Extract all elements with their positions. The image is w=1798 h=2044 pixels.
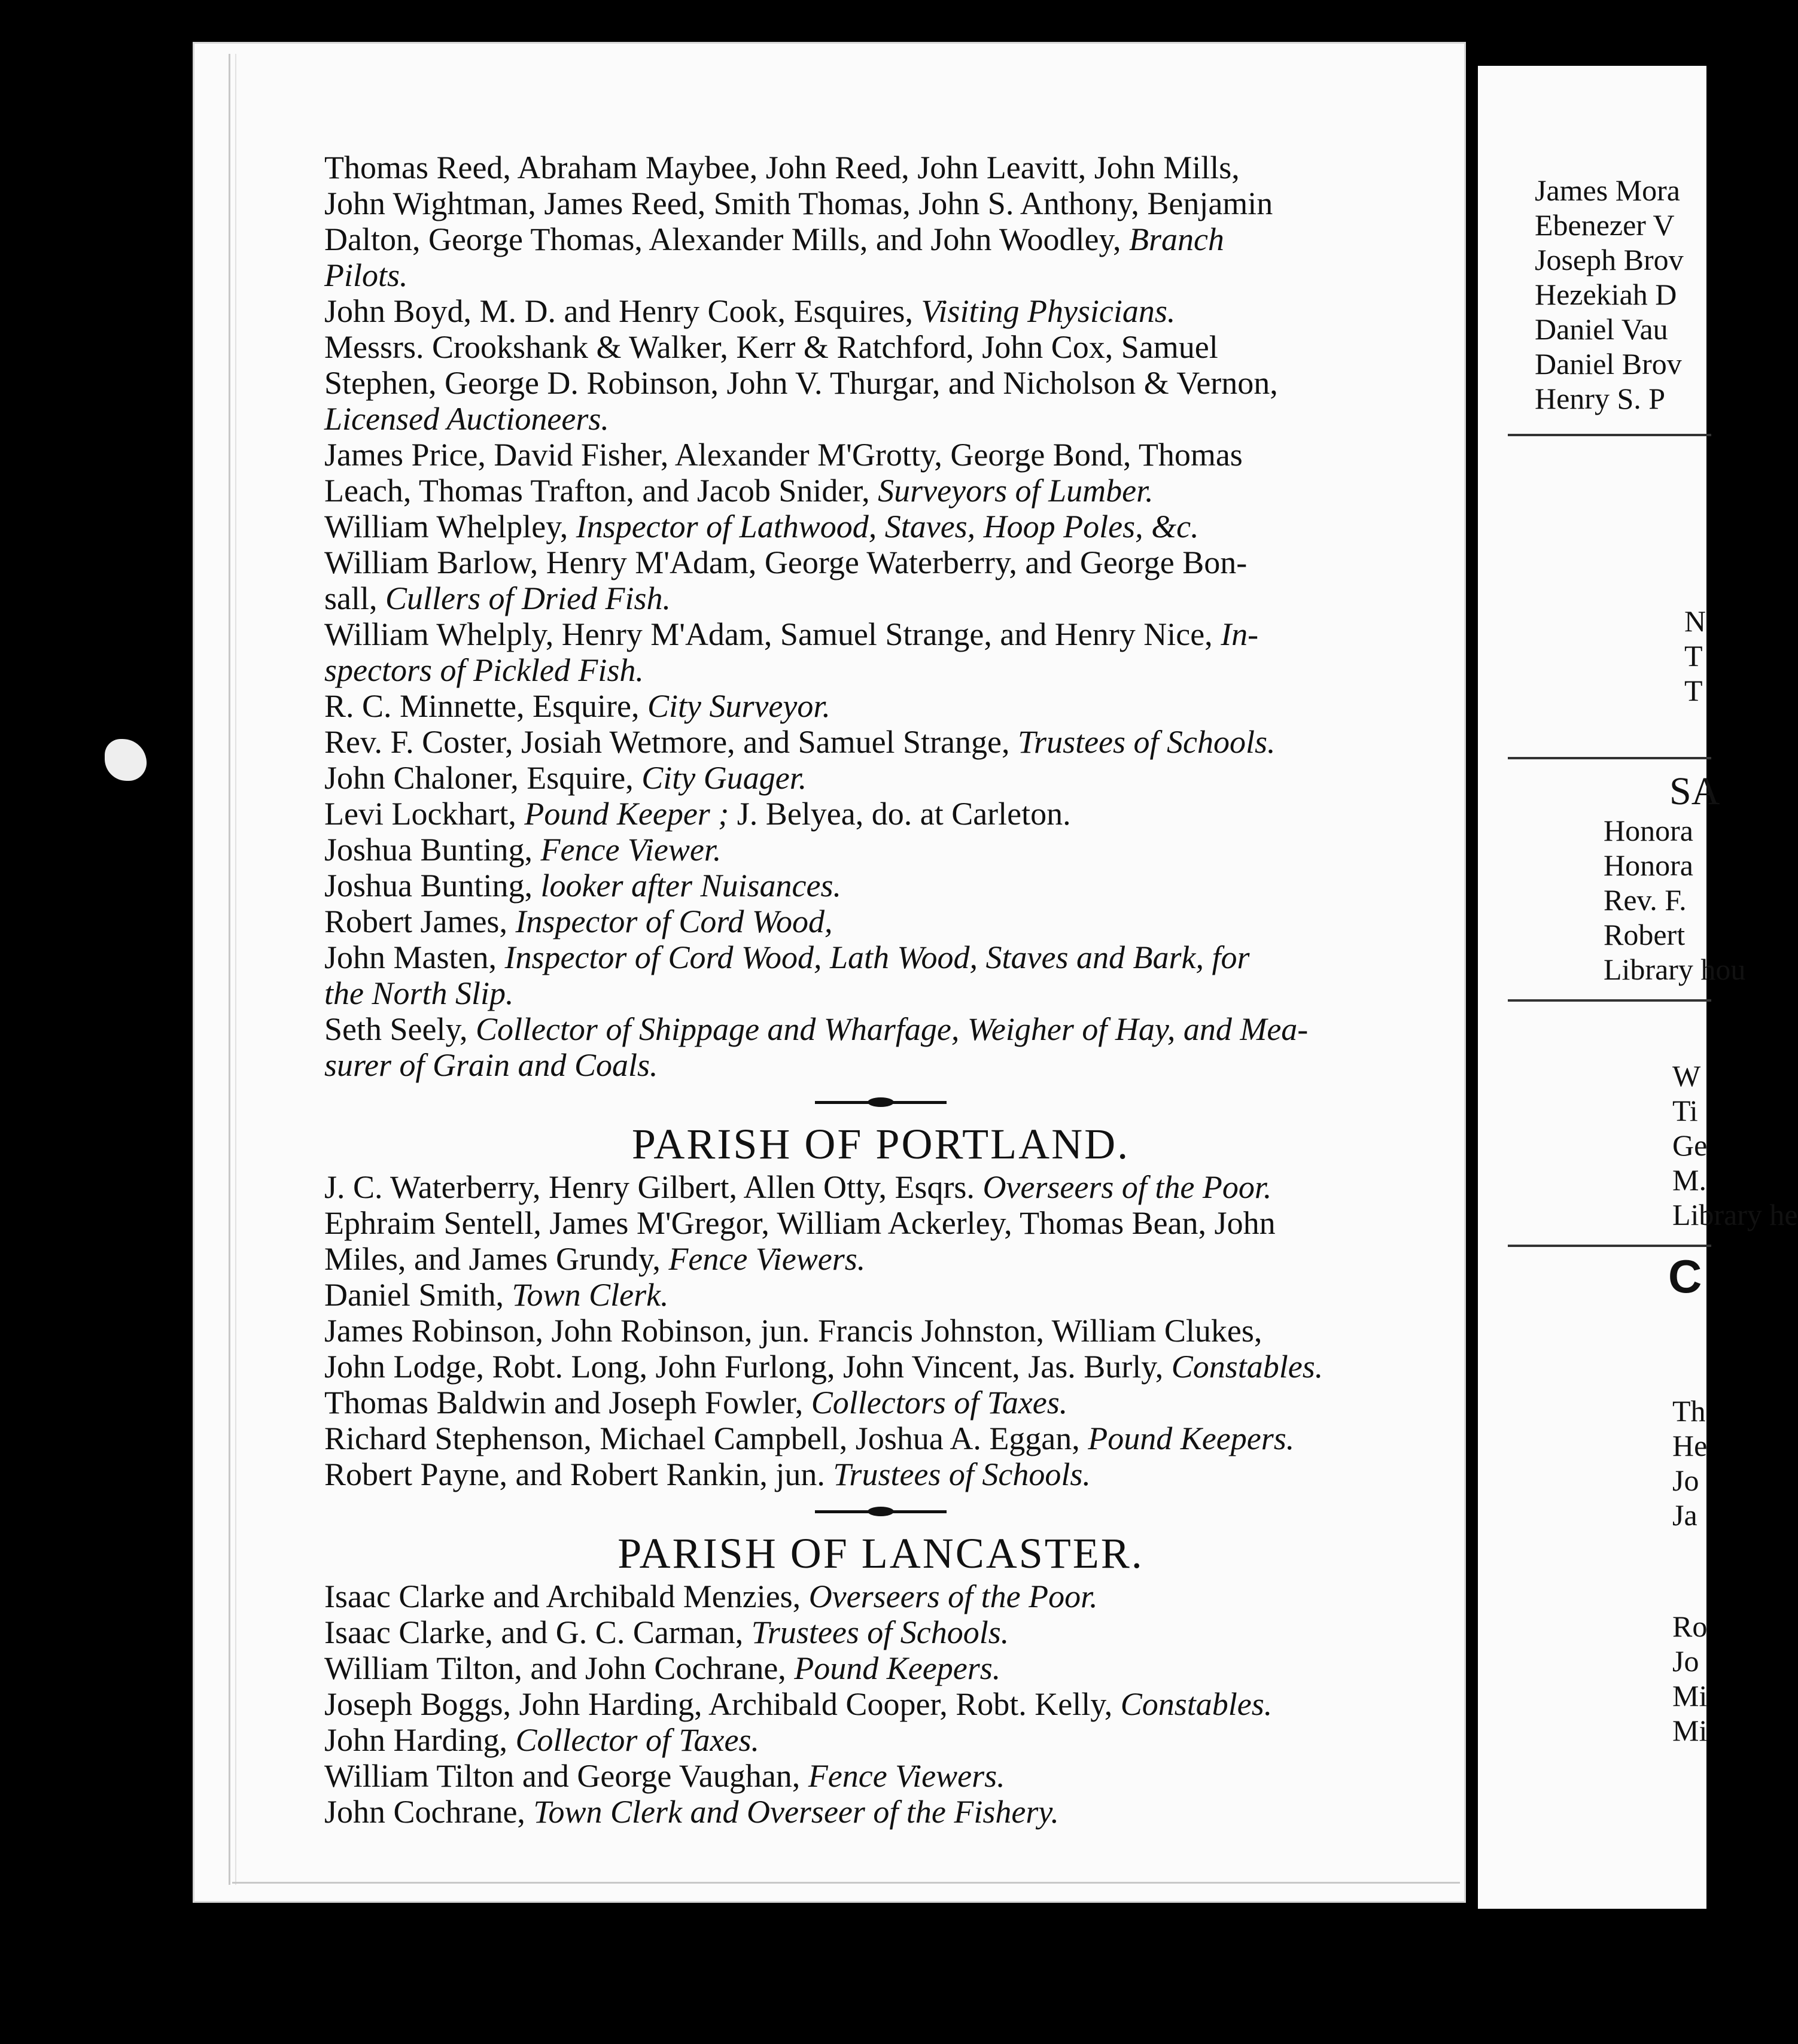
entry-line bbox=[324, 1349, 1437, 1385]
entry-names: John Masten, bbox=[324, 939, 505, 975]
entry-office: Collector of Shippage and Wharfage, Weigher of Hay, and Mea- bbox=[475, 1011, 1309, 1047]
entry-office: Cullers of Dried Fish. bbox=[385, 580, 671, 616]
entry-office: looker after Nuisances. bbox=[540, 868, 841, 904]
entry-names: Isaac Clarke, and G. C. Carman, bbox=[324, 1614, 752, 1650]
entry-office: City Surveyor. bbox=[647, 688, 830, 724]
rule-divider bbox=[1508, 434, 1711, 436]
entry-names: Joshua Bunting, bbox=[324, 868, 541, 904]
rule-divider bbox=[1508, 999, 1711, 1002]
entry-line bbox=[324, 401, 1437, 437]
entry-names: R. C. Minnette, Esquire, bbox=[324, 688, 647, 724]
entry-line bbox=[324, 1313, 1437, 1349]
cropped-text-line: W bbox=[1672, 1059, 1701, 1093]
entry-names: William Whelpley, bbox=[324, 509, 576, 545]
cropped-text-line: Hezekiah D bbox=[1535, 278, 1677, 311]
cropped-text-line: Daniel Vau bbox=[1535, 312, 1668, 346]
entry-names: William Tilton and George Vaughan, bbox=[324, 1758, 808, 1794]
entry-names: John Cochrane, bbox=[324, 1794, 534, 1830]
entry-line bbox=[324, 652, 1437, 688]
entry-line bbox=[324, 904, 1437, 939]
cropped-text-line: Ja bbox=[1672, 1498, 1697, 1532]
cropped-text-line: Honora bbox=[1604, 848, 1693, 882]
entry-line bbox=[324, 939, 1437, 975]
entry-office: spectors of Pickled Fish. bbox=[324, 652, 644, 688]
entry-line bbox=[324, 365, 1437, 401]
cropped-text-line: T bbox=[1684, 674, 1703, 707]
entry-names: Thomas Reed, Abraham Maybee, John Reed, John Leavitt, John Mills, bbox=[324, 150, 1240, 185]
entry-line bbox=[324, 1614, 1437, 1650]
entry-line bbox=[324, 1385, 1437, 1421]
entry-office: Fence Viewer. bbox=[540, 832, 722, 868]
entry-names: Rev. F. Coster, Josiah Wetmore, and Samuel Strange, bbox=[324, 724, 1018, 760]
entry-line bbox=[324, 545, 1437, 580]
entry-names: Seth Seely, bbox=[324, 1011, 476, 1047]
rule-divider bbox=[1508, 757, 1711, 759]
entry-names: John Lodge, Robt. Long, John Furlong, John Vincent, Jas. Burly, bbox=[324, 1349, 1172, 1385]
entry-office: Pound Keepers. bbox=[794, 1650, 1001, 1686]
entry-office: City Guager. bbox=[641, 760, 807, 796]
entry-names: Richard Stephenson, Michael Campbell, Joshua A. Eggan, bbox=[324, 1421, 1088, 1456]
entry-office: Trustees of Schools. bbox=[1018, 724, 1276, 760]
cropped-text-line: Joseph Brov bbox=[1535, 243, 1684, 276]
cropped-text-line: Mi bbox=[1672, 1679, 1708, 1713]
entry-office: surer of Grain and Coals. bbox=[324, 1047, 658, 1083]
entry-line bbox=[324, 868, 1437, 904]
entry-names: William Whelply, Henry M'Adam, Samuel Strange, and Henry Nice, bbox=[324, 616, 1221, 652]
entry-line bbox=[324, 760, 1437, 796]
entry-names: Messrs. Crookshank & Walker, Kerr & Ratchford, John Cox, Samuel bbox=[324, 329, 1218, 365]
entry-names: John Boyd, M. D. and Henry Cook, Esquires, bbox=[324, 293, 921, 329]
entry-line bbox=[324, 221, 1437, 257]
portland-section bbox=[324, 1169, 1437, 1492]
entry-office: Trustees of Schools. bbox=[833, 1456, 1091, 1492]
entry-office: Fence Viewers. bbox=[808, 1758, 1005, 1794]
entry-line bbox=[324, 1169, 1437, 1205]
entry-office: Inspector of Cord Wood, bbox=[515, 904, 833, 939]
cropped-text-line: T bbox=[1684, 639, 1703, 673]
section-heading-lancaster: PARISH OF LANCASTER. bbox=[617, 1529, 1144, 1577]
paper-blemish bbox=[105, 739, 147, 781]
rule-divider bbox=[1508, 1245, 1711, 1247]
entry-line bbox=[324, 616, 1437, 652]
entry-names: John Harding, bbox=[324, 1722, 516, 1758]
cropped-text-line: Jo bbox=[1672, 1644, 1699, 1678]
entry-office: Collector of Taxes. bbox=[515, 1722, 759, 1758]
entry-names: John Wightman, James Reed, Smith Thomas, John S. Anthony, Benjamin bbox=[324, 185, 1273, 221]
entry-line bbox=[324, 150, 1437, 185]
entry-office: Surveyors of Lumber. bbox=[878, 473, 1154, 509]
entry-names: Joseph Boggs, John Harding, Archibald Cooper, Robt. Kelly, bbox=[324, 1686, 1121, 1722]
entry-office: Town Clerk and Overseer of the Fishery. bbox=[533, 1794, 1059, 1830]
entry-line bbox=[324, 257, 1437, 293]
page-edge bbox=[229, 54, 236, 1885]
entry-names: Levi Lockhart, bbox=[324, 796, 525, 832]
page-bottom-edge bbox=[232, 1882, 1460, 1890]
entry-line bbox=[324, 1794, 1437, 1830]
entry-office: Visiting Physicians. bbox=[921, 293, 1176, 329]
entry-names: Ephraim Sentell, James M'Gregor, William Ackerley, Thomas Bean, John bbox=[324, 1205, 1276, 1241]
entry-line bbox=[324, 1650, 1437, 1686]
cropped-text-line: Library he bbox=[1672, 1198, 1798, 1231]
entry-names: William Tilton, and John Cochrane, bbox=[324, 1650, 795, 1686]
entry-names: Miles, and James Grundy, bbox=[324, 1241, 669, 1277]
entry-names: Stephen, George D. Robinson, John V. Thurgar, and Nicholson & Vernon, bbox=[324, 365, 1278, 401]
entry-names: Robert James, bbox=[324, 904, 516, 939]
entry-line bbox=[324, 1578, 1437, 1614]
entry-line bbox=[324, 1047, 1437, 1083]
section-heading-portland: PARISH OF PORTLAND. bbox=[631, 1120, 1130, 1168]
entry-line bbox=[324, 580, 1437, 616]
entry-line bbox=[324, 688, 1437, 724]
entry-names: sall, bbox=[324, 580, 385, 616]
cropped-text-line: Mi bbox=[1672, 1714, 1708, 1747]
entry-names: John Chaloner, Esquire, bbox=[324, 760, 642, 796]
cropped-text-line: James Mora bbox=[1535, 174, 1680, 207]
entry-extra: J. Belyea, do. at Carleton. bbox=[729, 796, 1071, 832]
entry-line bbox=[324, 473, 1437, 509]
entry-office: Trustees of Schools. bbox=[751, 1614, 1009, 1650]
entry-line bbox=[324, 293, 1437, 329]
entry-office: Pound Keeper ; bbox=[524, 796, 729, 832]
entry-office: Licensed Auctioneers. bbox=[324, 401, 609, 437]
cropped-text-line: Daniel Brov bbox=[1535, 347, 1682, 381]
entry-office: Pilots. bbox=[324, 257, 408, 293]
entry-names: Dalton, George Thomas, Alexander Mills, and John Woodley, bbox=[324, 221, 1129, 257]
cropped-text-line: N bbox=[1684, 604, 1706, 638]
right-page bbox=[1478, 66, 1798, 1909]
entry-names: Thomas Baldwin and Joseph Fowler, bbox=[324, 1385, 811, 1421]
entry-line bbox=[324, 1686, 1437, 1722]
entry-line bbox=[324, 1277, 1437, 1313]
entry-line bbox=[324, 796, 1437, 832]
section-heading-fragment: C bbox=[1668, 1250, 1702, 1303]
entry-line bbox=[324, 975, 1437, 1011]
entry-names: J. C. Waterberry, Henry Gilbert, Allen Otty, Esqrs. bbox=[324, 1169, 983, 1205]
entry-office: the North Slip. bbox=[324, 975, 514, 1011]
entry-names: Joshua Bunting, bbox=[324, 832, 541, 868]
entry-office: Overseers of the Poor. bbox=[982, 1169, 1272, 1205]
entry-office: Inspector of Lathwood, Staves, Hoop Poles, &c. bbox=[576, 509, 1199, 545]
cropped-text-line: Honora bbox=[1604, 814, 1693, 847]
left-page bbox=[193, 42, 1466, 1903]
entry-line bbox=[324, 329, 1437, 365]
entry-line bbox=[324, 1758, 1437, 1794]
cropped-text-line: Ti bbox=[1672, 1094, 1698, 1127]
entry-names: Daniel Smith, bbox=[324, 1277, 512, 1313]
entry-office: Collectors of Taxes. bbox=[811, 1385, 1068, 1421]
section-heading-fragment: SA bbox=[1669, 769, 1720, 813]
entry-office: Inspector of Cord Wood, Lath Wood, Staves and Bark, for bbox=[504, 939, 1250, 975]
entry-office: Pound Keepers. bbox=[1088, 1421, 1295, 1456]
cropped-text-line: Library hou bbox=[1604, 953, 1746, 986]
cropped-text-line: Rev. F. bbox=[1604, 883, 1687, 917]
entry-line bbox=[324, 832, 1437, 868]
ornamental-divider bbox=[324, 1492, 1437, 1528]
entry-line bbox=[324, 1456, 1437, 1492]
entry-line bbox=[324, 1722, 1437, 1758]
entry-line bbox=[324, 509, 1437, 545]
entry-office: In- bbox=[1221, 616, 1259, 652]
entry-line bbox=[324, 185, 1437, 221]
cropped-text-line: He bbox=[1672, 1429, 1708, 1462]
entry-office: Constables. bbox=[1171, 1349, 1324, 1385]
entry-names: Robert Payne, and Robert Rankin, jun. bbox=[324, 1456, 833, 1492]
ornamental-divider bbox=[324, 1083, 1437, 1119]
entry-office: Fence Viewers. bbox=[668, 1241, 866, 1277]
cropped-text-line: Robert bbox=[1604, 918, 1686, 951]
entry-office: Constables. bbox=[1120, 1686, 1273, 1722]
cropped-text-line: Henry S. P bbox=[1535, 382, 1666, 415]
cropped-text-line: Ebenezer V bbox=[1535, 208, 1675, 242]
lancaster-section bbox=[324, 1578, 1437, 1830]
entry-names: Leach, Thomas Trafton, and Jacob Snider, bbox=[324, 473, 878, 509]
entry-office: Overseers of the Poor. bbox=[808, 1578, 1098, 1614]
entry-office: Town Clerk. bbox=[512, 1277, 669, 1313]
entry-names: Isaac Clarke and Archibald Menzies, bbox=[324, 1578, 809, 1614]
entry-line bbox=[324, 1205, 1437, 1241]
officer-list bbox=[324, 150, 1437, 1830]
cropped-text-line: Th bbox=[1672, 1394, 1706, 1428]
cropped-text-line: Ge bbox=[1672, 1129, 1708, 1162]
cropped-text-line: Jo bbox=[1672, 1464, 1699, 1497]
entry-line bbox=[324, 1241, 1437, 1277]
entry-line bbox=[324, 1421, 1437, 1456]
entry-names: William Barlow, Henry M'Adam, George Waterberry, and George Bon- bbox=[324, 545, 1248, 580]
entry-line bbox=[324, 1011, 1437, 1047]
entry-names: James Price, David Fisher, Alexander M'Grotty, George Bond, Thomas bbox=[324, 437, 1243, 473]
cropped-text-line: Ro bbox=[1672, 1610, 1708, 1643]
city-officers-section bbox=[324, 150, 1437, 1083]
entry-office: Branch bbox=[1128, 221, 1224, 257]
cropped-text-line: M. bbox=[1672, 1163, 1706, 1197]
entry-line bbox=[324, 437, 1437, 473]
entry-line bbox=[324, 724, 1437, 760]
entry-names: James Robinson, John Robinson, jun. Francis Johnston, William Clukes, bbox=[324, 1313, 1262, 1349]
